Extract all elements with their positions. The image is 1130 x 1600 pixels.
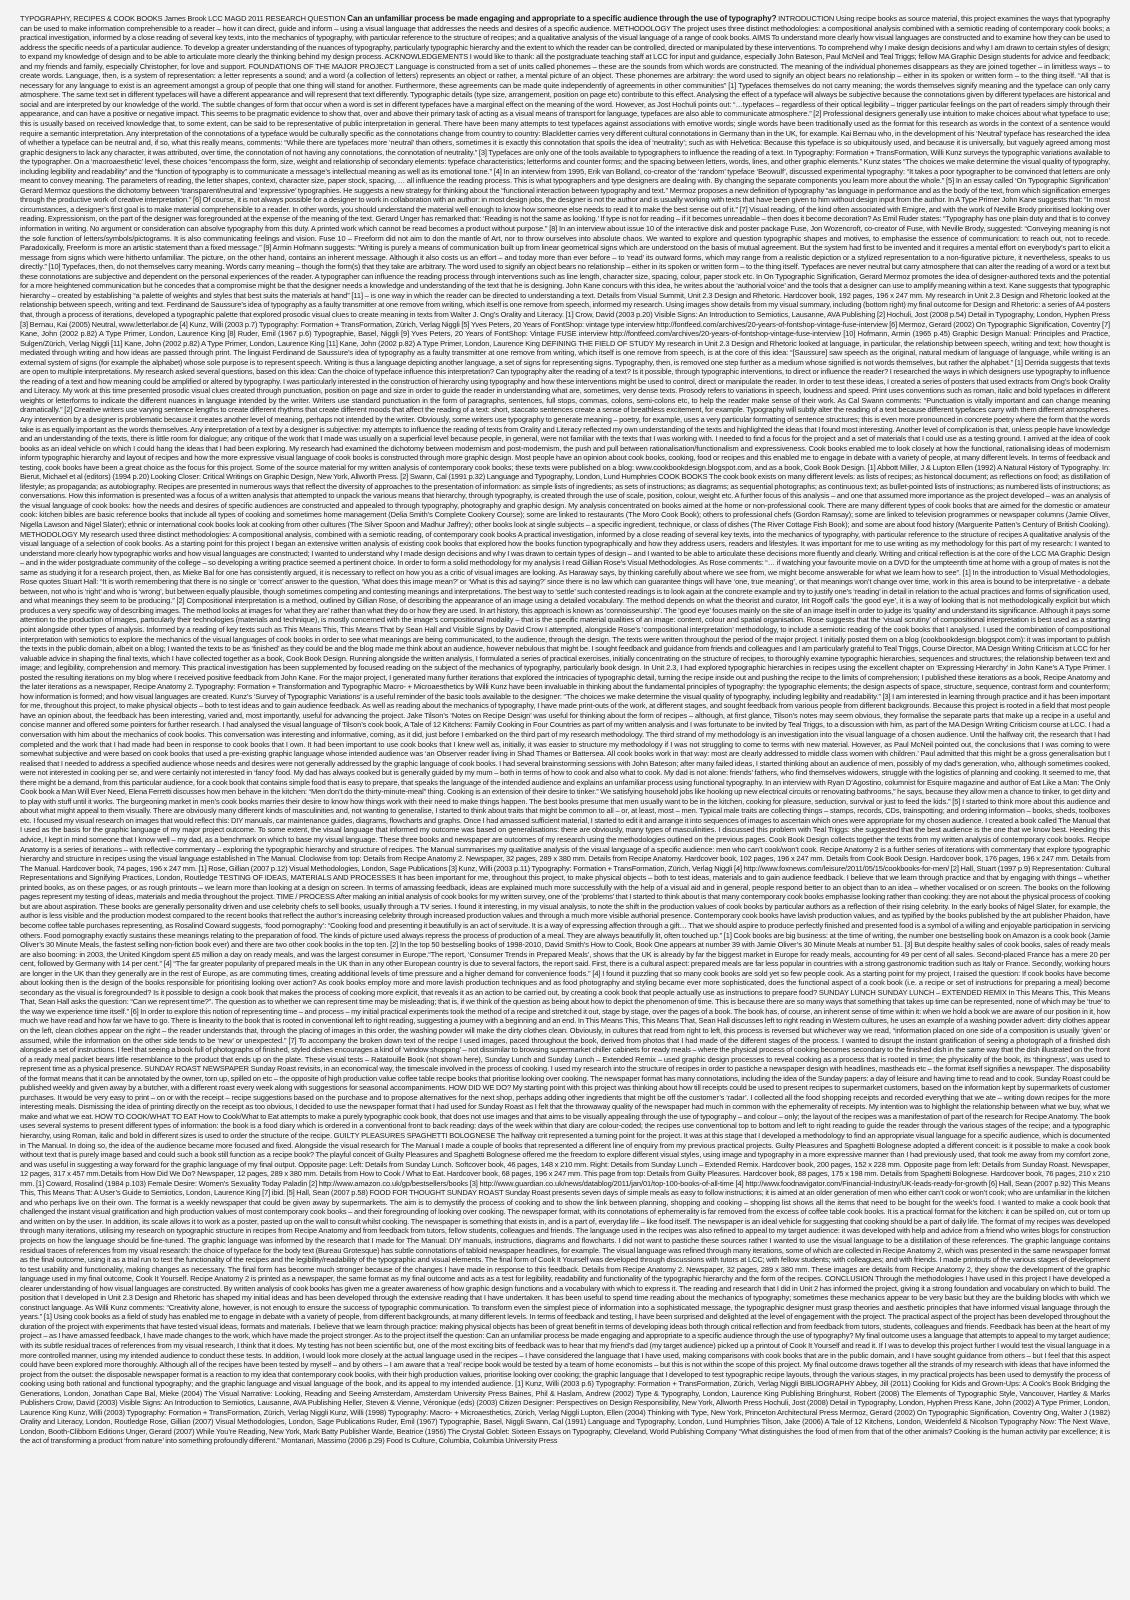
document-author: James Brook bbox=[164, 14, 207, 23]
document-institution: LCC MAGD 2011 bbox=[208, 14, 264, 23]
document-body bbox=[20, 14, 1110, 1446]
research-question: Can an unfamiliar process be made engaging and appropriate to a specific audience through the use of typography? bbox=[347, 14, 777, 23]
document-title: TYPOGRAPHY, RECIPES & COOK BOOKS bbox=[20, 14, 163, 23]
research-question-label: RESEARCH QUESTION bbox=[265, 14, 346, 23]
body-text: INTRODUCTION Using recipe books as source material, this project examines the ways that typography can be used to make information comprehensible to a reader – how it can direct, guide and inform – using a visual language that addresses the needs and desires of a specific audience. METHODOLOGY The project uses three distinct methodologies: a compositional analysis combined with a semiotic reading of contemporary cook books; a practical investigation, informed by a close reading of several key texts, into the mechanics of typography, with particular reference to the structure of recipes; and a qualitative analysis of the visual language of a range of cook books. AIMS To understand more clearly how visual languages are constructed and to examine how they can be used to address the specific needs of a particular audience. To develop a greater understanding of the nuances of typography, particularly typographic hierarchy and the extent to which the reader can be controlled, directed or manipulated by these interventions. To comprehend why I make design decisions and why I am drawn to certain styles of design; to expand my knowledge of design and to be able to articulate more clearly the thinking behind my design process. ACKNOWLEDGEMENTS I would like to thank: all the postgraduate teaching staff at LCC for input and guidance, especially John Bateson, Paul McNeil and Teal Triggs; fellow MA Graphic Design students for advice and feedback; and my friends and family, especially Christopher, for love and support. FOUNDATIONS OF THE MAJOR PROJECT Language is constructed from a set of units called phonemes – these are the sounds from which words are constructed. The meaning of the individual phonemes disappears as they are joined together – in limitless ways – to create words. Language, then, is a system of representation: a letter represents a sound; and a word (a collection of letters) represents an object or rather, a mental picture of an object. These phonemes are arbitrary: the word used to signify an object bears no relationship – either in its spoken or written form – to the thing itself. “All that is necessary for any language to exist is an agreement amongst a group of people that one thing will stand for another. Furthermore, these agreements can be made quite independently of agreements in other communities” [1] Typefaces themselves do not carry meaning; the words themselves signify meaning and the typeface can only carry atmosphere. The same text set in different typefaces will have a different appearance and will represent that text differently. Typographic details (type size, arrangement, position on page etc) contribute to this effect. Analysing the effect of a typeface will always be subjective because the connotations given by different typefaces are historical and social and are interpreted by our knowledge of the world. The subtle changes of form that occur when a word is set in different typefaces have a marginal effect on the meaning of the word. However, as Jost Hochuli points out: “…typefaces – regardless of their optical legibility – trigger particular feelings on the part of readers simply through their appearance, and can have a positive or negative impact. This seems to be pragmatic evidence to show that, over and above their primary task of acting as a visual means of transport for language, typefaces are also able to communicate atmosphere.” [2] Professional designers generally use intuition to make choices about what typeface to use; this is usually based on received knowledge that, to some extent, can be said to be representative of public interpretation in general. There have been many attempts to test typefaces against associations with emotive words; single words have been traditionally used as the format for this research as words in the context of a sentence would require a semantic interpretation. Any interpretation of the connotations of a typeface would be culturally specific as the connotations change from country to country: Blackletter carries very different cultural connotations in Germany than in the UK, for example. Kai Bernau who, in the development of his ‘Neutral’ typeface has researched the idea of whether a typeface can be neutral and, if so, what this really means, comments: “While there are typefaces more ‘neutral’ than others, sometimes it is exactly this connotation that spoils the idea of ‘neutrality’; such as with Helvetica: Because this typeface is so ubiquitously used, and because it is universally, but vaguely agreed among most graphic designers to lack any character, it was attributed, over time, the connotation of not having any connotations, the connotation of neutrality.” [3] Typefaces are only one of the tools available to typographers to influence the reading of a text. In Typography: Formation + TransFormation, Willi Kunz surveys the typographic variations available to the typographer. On a ‘macroaesthetic’ level, these choices “encompass the form, size, weight and relationship of secondary elements: typeface characteristics; letterforms and counter forms; and the spacing between letters, words, lines, and other graphic elements.” Kunz states “The choices we make determine the visual quality of typography, including legibility and readability” and the “function of typography is to communicate a message’s intellectual meaning as well as its emotional tone.” [4] In an interview from 1995, Erik van Bolland, co-creator of the ‘random’ typeface ‘Beowulf’, discussed experimental typography: “It takes a poor typographer to be convinced that letters are only meant to convey meaning. The parameters of reading, the letter shapes, context, character size, paper stock, spacing, … all influence the reading process. This is what typographers and type designers are dealing with. By changing the separate components you learn more about the whole.” [5] In an essay called ‘On Typographic Signification’ Gerard Mermoz questions the dichotomy between ‘transparent/neutral and ‘expressive’ typographies. He suggests a new strategy for thinking about the “functional interaction between typography and text.” Mermoz proposes a new definition of typography “as language in performance and as the body of the text, from which signification emerges through the productive work of creative interpretation.” [6] Of course, it is not always possible for a designer to work in collaboration with an author: in most design jobs, the designer is not the author and is usually working with texts that have been given to him without design input from the author. In A Type Primer John Kane suggests that: “In most circumstances, a designer’s first goal is to make material comprehensible to a reader. In other words, you should understand the material well enough to know how someone else needs to read it to make the best sense out of it.” [7] Visual reading, of the kind often associated with Emigre, and with the work of Neville Brody prioritised looking over reading. Expressionism, on the part of the designer was foregrounded at the expense of the meaning of the text. Gerard Unger has remarked that: ‘Reading is not the same as looking.’ If type is not for reading – if it becomes unreadable – then does it become decoration? As Emil Ruder states: “Typography has one plain duty and that is to convey information in writing. No argument or consideration can absolve typography from this duty. A printed work which cannot be read becomes a product without purpose.” [8] In an interview about issue 10 of the interactive disk and poster package Fuse, Jon Wozencroft, co-creator of Fuse, with Neville Brody, suggested: “Conveying meaning is not the sole function of letters/symbols/pictograms. It is also communicating feelings and vision. Fuse 10 – Freeform did not aim to don the mantle of Art, nor to throw ourselves into absolute chaos. We wanted to explore and question typographic shapes and motives, to emphasise the essence of communication: to reach out, not to recede. Paradoxically, Freeform is more an artistic statement than a fixed message.” [9] Armin Hofmann suggests: “Writing is purely a means of communication built up from linear geometrical signs which are understood on the basis of mutual agreement. But the system had first to be invented and it requires a mental effort on everybody’s part to elicit a message from signs which were hitherto unfamiliar. The picture, on the other hand, contains an inherent message. Although it also costs us an effort – and today more than ever before – to ‘read’ its outward forms, which may range from a realistic depiction or a stylized representation to a non-figurative picture, it nevertheless, speaks to us directly.” [10] Typefaces, then, do not themselves carry meaning. Words carry meaning – though the form(s) that they take are arbitrary. The word used to signify an object bears no relationship – either in its spoken or written form – to the thing itself. Typefaces are never neutral but carry atmosphere that can alter the reading of a word or a text but these connotations are subjective and dependent on the personal experiences of the reader. A typographer can influence the reading process through interventions such as line length, character size, spacing, colour, paper stock etc. In On Typographic Signification, Gerard Mermoz promotes the idea of designer-authored texts and the potential for a more heightened communication but he concedes that a compromise might be that the designer needs a knowledge and understanding of the text that he is designing. John Kane concurs with this idea, he writes about the ‘authorial voice’ and the tools that a designer can use to amplify meaning within a text. Kane suggests that typographic hierarchy – created by establishing “a palette of weights and styles that best suits the materials at hand” [11] – is one way in which the reader can be directed to understanding a text. Details from Visual Summit, Unit 2.3 Design and Rhetoric. Hardcover book, 192 pages, 196 x 247 mm. My research in Unit 2.3 Design and Rhetoric looked at the relationship between speech, writing and text. Ferdinand de Saussure’s idea of typography as a faulty transmitter at one remove from writing, which itself is one remove from speech, informed my research. Using images show details from my visual summary, including (bottom right) my final outcome for Design and Rhetoric: a series of A4 posters that, through a process of iterations, developed a typographic palette that explored prosodic visual clues to create meaning in texts from Walter J. Ong’s Orality and Literacy. [1] Crow, David (2003 p.20) Visible Signs: An Introduction to Semiotics, Lausanne, AVA Publishing [2] Hochuli, Jost (2008 p.54) Detail in Typography, London, Hyphen Press [3] Bernau, Kai (2005) Neutral, www.letterlabor.de [4] Kunz, Willi (2003 p.7) Typography: Formation + TransFormation, Zürich, Verlag Niggli [5] Yves Peters, 20 Years of FontShop: vintage type interview http://fontfeed.com/archives/20-years-of-fontshop-vintage-fuse-interview [6] Mermoz, Gerard (2002) On Typographic Signification, Coventry [7] Kane, John (2002 p.82) A Type Primer, London, Laurence King [8] Ruder, Emil (1967 p.6) Typographie, Basel, Niggli [9] Yves Peters, 20 Years of FontShop: Vintage FUSE interview http://fontfeed.com/archives/20-years-of-fontshop-vintage-fuse-interview [10] Hofmann, Armin (1965 p.45) Graphic Design Manual: Principles and Practice, Sulgen/Zürich, Verlag Niggli [11] Kane, John (2002 p.82) A Type Primer, London, Laurence King [11] Kane, John (2002 p.82) A Type Primer, London, Laurence King DEFINING THE FIELD OF STUDY My research in Unit 2.3 Design and Rhetoric looked at language, in particular, the relationship between speech, writing and text; how thought is mediated through writing and how ideas are passed through print. The linguist Ferdinand de Saussure’s idea of typography as a faulty transmitter at one remove from writing, which itself is one remove from speech, is at the core of this idea: “[Saussure] saw speech as the original, natural medium of language of language, while writing is an external system of signs (for example the alphabet) whose sole purpose is to represent speech. Writing is thus a language depicting another language, a set of signs for representing signs. Typography, then, is removed one step further as a medium whose signified is not words themselves, but rather the alphabet.” [1] Derrida suggests that texts are open to multiple interpretations. My research asked several questions, based on this idea: Can the choice of typeface influence this interpretation? Can typography alter the reading of a text? Is it possible, through typographic interventions, to direct or influence the reader? I researched the ways in which designers use typography to influence the reading of a text and how meaning could be amplified or altered by typography. I was particularly interested in the construction of hierarchy using typography and how these interventions might be used to control, direct or manipulate the reader. In order to test these ideas, I created a series of posters that used extracts from Ong’s book Orality and Literacy. My work at this time presented prosodic visual clues created through punctuation, position on page and size in order to guide the reader in understanding what are, sometimes, very dense texts. Prosody refers to variations in speech, loudness and speed. Print uses conventions such as roman, italic and bold typefaces in different weights or letterforms to indicate the different nuances in language intended by the writer. Writers use standard punctuation in the form of paragraphs, sentences, full stops, commas, colons, semi-colons etc, to help the reader make sense of their work. As Cal Swann comments: “Punctuation is vitally important and can change meaning dramatically.” [2] Creative writers use varying sentence lengths to create different rhythms that create different moods that affect the reading of a text: short, staccato sentences create a sense of breathless excitement, for example. Typography will subtly alter the reading of a text because different typefaces carry with them different atmospheres. Any intervention by a designer is problematic because it creates another level of meaning, perhaps not intended by the writer. Obviously, some writers use typography to generate meaning – poetry, for example, uses a very particular formatting of sentence structures; this is even more pronounced in concrete poetry where the form that the words take is as equally important as the words themselves. Any interpretation of a text by a designer is subjective: my attempts to influence the reading of texts from Orality and Literacy reflected my own understanding of the texts and highlighted the ideas that I found most interesting. Another level of complication is that, unless people have knowledge and an understanding of the texts, there is little room for dialogue; any critique of the work that I made was usually on a superficial level because people, in general, were not familiar with the texts that I was working with. I needed to find a focus for the project and a set of materials that I could use as a testing ground. I arrived at the idea of cook books as an ideal vehicle on which I could hang the ideas that I had been exploring. My research had examined the dichotomy between modernism and post-modernism, the push and pull between rationalisation/functionalism and expressiveness. Cook books enabled me to look closely at how the functional, rationalising ideas of modernism inform typographic hierarchy and layout of recipes and how the more expressive visual language of cook books is constructed through more graphic design. Most people have an opinion about cook books, cooking, food or recipes and this enabled me to engage in debate with a variety of people, at many different levels. In terms of feedback and testing, cook books have been a great choice as the focus for this project. Some of the source material for my written analysis of contemporary cook books; these texts were published on a blog: www.cookbookdesign.blogspot.com, and as a book, Cook Book Design. [1] Abbott Miller, J & Lupton Ellen (1992) A Natural History of Typography. In: Bierut, Michael et al (editors) (1994 p.20) Looking Closer: Critical Writings on Graphic Design, New York, Allworth Press. [2] Swann, Cal (1991 p.32) Language and Typography, London, Lund Humphries COOK BOOKS The cook book exists on many different levels: as lists of recipes; as historical document; as reflections on food; as distillation of lifestyle; as propaganda; as autobiography. Recipes are presented in numerous ways that reflect the diversity of approaches to the presentation of information: as simple lists of ingredients; as sets of instructions; as diagrams; as sequential photographs; as continuous text; as bullet-pointed lists of instructions; as numbered lists of instructions; as conversations. How this information is presented was a focus of a written analysis that attempted to unpack the various means that hierarchy, through typography, is created through the use of scale, position, colour, weight etc. A further focus of this analysis – and one that assumed more importance as the project developed – was an analysis of the visual language of cook books: how the needs and desires of specific audiences are constructed and appealed to through typography, photography and graphic design. My analysis concentrated on books aimed at the home or non-professional cook. There are many different types of cook books that are aimed for the domestic or amateur cook: kitchen bibles are basic reference books that include all types of cooking and sometimes home management (Delia Smith’s Complete Cookery Course); some are linked to restaurants (The Moro Cook Book); others to professional chefs (Gordon Ramsay); some are linked to television programmes or newspaper columns (Jamie Oliver, Nigella Lawson and Nigel Slater); ethnic or international cook books look at cooking from other cultures (The Silver Spoon and Madhur Jaffrey); other books look at single subjects – a specific ingredient, technique, or class of dishes (The River Cottage Fish Book); and some are about food history (Marguerite Patten’s Century of British Cooking). METHODOLOGY My research used three distinct methodologies: A compositional analysis, combined with a semiotic reading, of contemporary cook books A practical investigation, informed by a close reading of several key texts, into the mechanics of typography, with particular reference to the structure of recipes A qualitative analysis of the visual language of a selection of cook books. As a starting point for this project I began an extensive written analysis of existing cook books that explored how the books function typographically and how they address users, readers and lifestyles. It was important for me to use writing as my methodology for this part of my research: I wanted to understand more clearly how typographic works and how visual languages are constructed; I wanted to understand why I made design decisions and why I was drawn to certain types of design – and I wanted to be able to articulate these decisions more fluently and clearly. Writing and critical reflection is at the core of the LCC MA Graphic Design – and in the wider postgraduate community of the college – so developing a writing practice seemed a pertinent choice. In order to form a solid methodology for my analysis I read Gillian Rose’s Visual Methodologies. As Rose comments: “… if watching your favourite movie on a DVD for the umpteenth time at home with a group of mates is not the same as studying it for a research project, then, as Mieke Bal for one has consistently argued, it is necessary to reflect on how you as a critic of visual images are looking. As Haraway says, by thinking carefully about where we see from, we might become answerable for what we learn how to see”. [1] In the introduction to Visual Methodologies, Rose quotes Stuart Hall: “It is worth remembering that there is no single or ‘correct’ answer to the question, ‘What does this image mean?’ or ‘What is this ad saying?’ since there is no law which can guarantee things will have ‘one, true meaning’, or that meanings won’t change over time, work in this area is bound to be interpretative - a debate between, not who is ‘right’ and who is ‘wrong’, but between equally plausible, though sometimes competing and contesting meanings and interpretations. The best way to ‘settle’ such contested readings is to look again at the concrete example and try to justify one’s ‘reading’ in detail in relation to the actual practices and forms of signification used, and what meanings they seem to be producing.” [2] Compositional interpretation is a method, outlined by Gillian Rose, of describing the appearance of an image using a detailed vocabulary. The method depends on what the theorist and curator, Irit Rogoff calls ‘the good eye’, it is a way of looking that is not methodologically explicit but which produces a very specific way of describing images. The method looks at images for ‘what they are’ rather than what they do or how they are used. In art history, this approach is known as ‘connoisseurship’. The ‘good eye’ focuses mainly on the site of an image itself in order to judge its ‘quality’ and understand its significance. Although it pays some attention to the production of images, particularly their technologies (materials and technique), is mostly concerned with the image’s compositional modality – that is the specific material qualities of an image: content, colour and spatial organisation. Rose suggests that the ‘visual scrutiny’ of compositional interpretation is best used as a starting point alongside other types of analysis. Informed by a reading of key texts such as This Means This, This Means That by Sean Hall and Visible Signs by David Crow I attempted, alongside Rose’s ‘compositional interpretation’ methodology, to include a semiotic reading of the cook books that I analysed. I used the combination of compositional interpretation with semiotics to explore the mechanics of the visual languages of cook books in order to see what meanings are being communicated, to the audience, through the design. The texts were written throughout the period of the major project. I initially posted them on a blog (cookbookdesign.blogspot.com): it was important to publish the texts in the public domain, albeit on a blog; I wanted the texts to be as ‘finished’ as they could be and the blog made me think about an audience, however nebulous that might be. I sought feedback and guidance from friends and colleagues and I am particularly grateful to Teal Triggs, Course Director, MA Design Writing Criticism at LCC for her valuable advice in shaping the final texts, which I have collected together as a book, Cook Book Design. Running alongside the written analysis, I formulated a series of practical exercises, initially concentrating on the structure of recipes, to thoroughly examine typographic hierarchies, sequences and structures; the relationship between text and image; and legibility, comprehension and memory. This practical investigation has been supplemented by focused reading on the subject of the mechanics of typography, particularly book design. In Unit 2.3, I had explored typographic hierarchies in recipes using the excellent chapter on ‘Expressing Hierarchy’ in John Kane’s A Type Primer. I posted the resulting iterations on my blog where I received positive feedback from John Kane. For the major project, I generated many further iterations that explored the intricacies of typographic detail, turning the recipe inside out and pushing the recipe to the limits of comprehension; I published these iterations as a book, Recipe Anatomy and the later iterations as a newspaper, Recipe Anatomy 2. Typography: Formation + Transformation and Typographic Macro- + Microaesthetics by Willi Kunz have been invaluable in thinking about the fundamental principles of typography: the typographic elements; the design aspects of space, structure, sequence, contrast form and counterform; how information is formed; and how visual languages are created. Kunz’s ‘Survey of Typographic Variations’ is a useful reminder of the basic tools available to the designer: “The choices we make determine the visual quality of typography, including legibility and readability.” [3] I am interested in learning through practice and it has been important for me, throughout this project, to make physical objects – both to test ideas and to gain audience feedback. As well as reading about the mechanics of typography, I have made print-outs of the work, at different stages, and sought feedback from various people from different backgrounds. Because this project is rooted in a field that most people have an opinion about, the feedback has been interesting, varied and, most importantly, useful for advancing the project. Jake Tilson’s ‘Notes on Recipe Design’ was useful for thinking about the form of recipes – although, at first glance, Tilson’s notes may seem obvious, they formalise the separate parts that make up a recipe in a useful and concise manner and offered some pointers for further research. I had analysed the visual language of Tilson’s cook book, A Tale of 12 Kitchens: Family Cooking in Four Countries as part of my written analysis and I was fortunate to be invited by Teal Triggs, to a discussion with him, as part of the MA Design Writing Criticism course at LCC. I had a conversation with him about the mechanics of cook books. This conversation was interesting and informative, coming, as it did, just before I embarked on the third part of my research methodology. The third strand of my methodology is an investigation into the visual language of a chosen audience. Until the halfway crit, the research that I had completed and the work that I had made had been in response to cook books that I own. It had been important to use cook books that I knew well as, initially, it was easier to structure my methodology if I was not struggling to come to terms with new material. However, as Paul McNeil pointed out, the conclusions that I was coming to were somewhat subjective and were based on cook books that used a pre-existing graphic language whose intended audience was ‘an Observer reader living in Shad Thames or Battersea. All cook books work in that way: most are clearly addressed to middle class women with children.’ Paul admitted that this might be a gross generalisation but I realised that I needed to address a specified audience whose needs and desires were not generally addressed by the graphic language of cook books. I had several brainstorming sessions with John Bateson; after many failed ideas, I started thinking about an audience of men, possibly of my dad’s generation, who, although sometimes cooked, were not interested in cooking per se, and were certainly not interested in ‘fancy’ food. My dad has always cooked but is generally guided by my mum – both in terms of how to cook and also what to cook. My dad is not alone: friends’ fathers, who find themselves widowers, struggle with the logistics of planning and cooking. It seemed to me, that there might be a demand, from this particular audience, for a cook book that contains simple food that is easy to prepare, that speaks the language of the intended audience and explains an unfamiliar process using functional typography. In an interview with Ryan D’Agostino, columnist for Esquire magazine and author of Eat Like a Man: The Only Cook book a Man Will Ever Need, Elena Ferretti discusses how men behave in the kitchen: “Men don’t do the thirty-minute-meal” thing. Cooking is an extension of their desire to tinker.” We satisfying household jobs like hooking up new electrical circuits or renovating bathrooms,” he says, because they allow men a chance to tinker, to get dirty and to play with stuff until it works. The burgeoning market in men’s cook books marries their desire to know how things work with their need to make things happen. The best books presume that men usually want to be in the kitchen, cooking for pleasure, seduction, survival or just to feed the kids.” [5] I started to think more about this audience and about what might appeal to them visually. There are obviously many different kinds of masculinities and, not wanting to generalise, I started to think about traits that might be common to all – or, at least, most – men. Typical male traits are collecting things – stamps, records, CDs, trainspotting; and ordering information – books, sheds, toolboxes etc. I focused my visual research on images that would reflect this: DIY manuals, car maintenance guides, diagrams, flowcharts and graphs. Once I had amassed sufficient material, I started to edit it and arrange it into sequences of images to ascertain which ones were appropriate for my chosen audience. I created a book called The Manual that I used as the basis for the graphic language of my major project outcome. To some extent, the visual language that informed my outcome was based on generalisations: there are obviously, many types of masculinities. I discussed this problem with Teal Triggs: she suggested that the best audience is the one that we know best. Heeding this advice, I kept in mind someone that I know well – my dad, as a benchmark on which to base my visual language. These three books and newspaper are outcomes of my research using the methodologies outlined on the previous pages. Cook Book Design collects together the texts from my written analysis of contemporary cook books. Recipe Anatomy is a series of iterations – with reflective commentary – exploring the typographic hierarchy and structure of recipes. The Manual summarises my qualitative analysis of the visual language of a specific audience: men who can’t cook/won’t cook. Recipe Anatomy 2 is a further series of iterations with commentary that explore typographic hierarchy and structure in recipes using the visual language established in The Manual. Clockwise from top: Details from Recipe Anatomy 2. Newspaper, 32 pages, 289 x 380 mm. Details from Recipe Anatomy. Hardcover book, 102 pages, 196 x 247 mm. Details from Cook Book Design. Hardcover book, 176 pages, 196 x 247 mm. Details from The Manual. Hardcover book, 74 pages, 196 x 247 mm. [1] Rose, Gillian (2007 p.12) Visual Methodologies, London, Sage Publications [3] Kunz, Willi (2003 p.11) Typography: Formation + TransFormation, Zürich, Verlag Niggli [4] http://www.foxnews.com/leisure/2011/05/15/cookbooks-for-men/ [2] Hall, Stuart (1997 p.9) Representation: Cultural Representations and Signifying Practices, London, Routledge TESTING OF IDEAS, MATERIALS AND PROCESSES It has been important for me, throughout this project, to make physical objects – both to test ideas, materials and to gain audience feedback. I believe that we learn through practice and that by engaging with things – whether printed books, as on these pages, or as rough printouts – we learn more than looking at a design on screen. In terms of amassing feedback, ideas are explained much more successfully with the help of a visual aid and in general, people respond better to an object than to an idea – whether vocalised or on screen. The books on the following pages represent my testing of ideas, materials and media throughout the project. TIME / PROCESS After making an initial analysis of cook books for my written survey, one of the ‘problems’ that I started to think about is that many contemporary cook books emphasise looking rather than cooking: they are not about the physical process of cooking but are about aspiration. These books are generally personality driven and use celebrity chefs to sell books, usually through a TV series. I found it interesting, in my visual analysis, to note the shift in the production values of cook books by particular authors as a reflection of their rising celebrity. In the early books of Nigel Slater, for example, the author is less visible and the production modest compared to the recent books that reflect the author’s increasing celebrity through increased production values and through a much more visible authorial presence. Contemporary cook books have lavish production values, and as typified by the books published by the art publisher Phaidon, have become coffee table purchases representing, as Rosalind Coward suggests, ‘food pornography’: “Cooking food and presenting it beautifully is an act of servitude. It is a way of expressing affection through a gift… That we should aspire to produce perfectly finished and presented food is a symbol of a willing and enjoyable participation in servicing others. Food pornography exactly sustains these meanings relating to the preparation of food. The kinds of picture used always repress the process of production of a meal. They are always beautifully lit, often touched up.” [1] Cook books are big business: at the time of writing, the number one bestselling book on Amazon is a cook book (Jamie Oliver’s 30 Minute Meals, the fastest selling non-fiction book ever) and there are two other cook books in the top ten. [2] In the top 50 bestselling books of 1998-2010, David Smith’s How to Cook, Book One appears at number 39 with Jamie Oliver’s 30 Minute Meals at number 51. [3] But despite healthy sales of cook books, sales of ready meals are also booming: in 2003, the United Kingdom spent £5 million a day on ready meals, and was the largest consumer in Europe.“The report, ‘Consumer Trends in Prepared Meals’, shows that the UK is already by far the biggest market in Europe for ready meals, accounting for 49 per cent of all sales. Second-placed France has a mere 20 per cent, followed by Germany with 14 per cent.” [4] “The far greater popularity of prepared meals in the UK than in any other European country is due to several factors, the report said. First, there is a cultural aspect: prepared meals are far less popular in countries with a strong gastronomic tradition such as Italy or France. Secondly, working hours are longer in the UK than they generally are in the rest of Europe, as are commuting times, creating additional levels of time pressure and a higher demand for convenience foods.” [4] I found it puzzling that so many cook books are sold yet so few people cook. As a starting point for my project, I raised the question: If cook books have become about looking then is the design of the books responsible for prioritising looking over action? As cook books employ more and more lavish production techniques and as food photography and styling became ever more sophisticated, does the functional aspect of a cook book (i.e. a recipe or set of instructions for preparing a meal) become secondary as the visual is foregrounded? Is it possible to design a cook book that makes the process of cooking more explicit, that reveals it as an action to be carried out, by creating a cook book that people actually use as instructions to prepare food? SUNDAY LUNCH SUNDAY LUNCH – EXTENDED REMIX In This Means This, This Means That, Sean Hall asks the question: “Can we represent time?”. The question as to whether we can represent time may be misleading; that is, if we think of the question as being about how to depict the phenomenon of time. This is because there are so many ways that something that takes up time can be represented, none of which may be ‘true’ to the way we experience time itself.” [6] In order to explore this notion of representing time – and process – my initial practical experiments took the method of a recipe and stretched it out, stage by stage, over the pages of a book. The book has, of course, an inherent sense of time within it: when we hold a book we are aware of our position in it, how much we have read and how far we have to go. There is linearity to the book that is rooted in conventional left to right reading, suggesting a journey with a beginning and an end. In This Means This, This Means That, Sean Hall discusses left to right reading in Western cultures, he uses an example of a washing powder advert: dirty clothes appear on the left, clean clothes appear on the right – the reader understands that, through the placing of images in this order, the washing powder will make the dirty clothes clean. Obviously, in cultures that read from right to left, this process is reversed but whichever way we read, “information placed on one side of a composition is usually ‘given’ or assumed, while the information on the other side tends to be ‘new’ or unexpected.” [7] To accompany the broken down text of the recipe I used images, paced throughout the book, derived from photos that I had made of the different stages of the process. I wanted to disrupt the instant gratification of seeing a photograph of a finished dish alongside a set of instructions. I feel that seeing a book full of photographs of finished, styled dishes encourages a kind of ‘window shopping’ – not dissimilar to browsing supermarket chiller cabinets for ready meals – where the physical process of cooking becomes secondary to the finished dish in the same way that the dish illustrated on the front of a ready meal packet bears little resemblance to the product that ends up on the plate. These visual tests – Ratatouille Book (not shown here), Sunday Lunch and Sunday Lunch – Extended Remix – used graphic design processes to reveal cooking as a process that is rooted in time; the physicality of the book, its ‘thingness’, was used to represent time as a physical presence. SUNDAY ROAST NEWSPAPER Sunday Roast revisits, in an economical way, the timescale involved in the process of cooking. I used my research into the structure of recipes in order to pastiche a newspaper design with headlines, mastheads etc – the format itself signifies a newspaper. The disposability of the format means that it can be annotated by the owner, torn up, spilled on etc – the opposite of high production value coffee table recipe books that prioritise looking over cooking. The newspaper format has many connotations, including the idea of the Sunday papers: a day of leisure and having time to read and to cook. Sunday Roast could be published weekly and given away by a butcher, with a different roast every week along with suggestions for seasonal accompaniments. HOW DID WE DO? My starting point with this project was thinking about how till receipts could be used to present recipes to supermarket customers, based on the information kept by supermarkets of customer purchases. It would be very easy to print – on or with the receipt – recipe suggestions based on the purchase and to propose alternatives for the next shop, perhaps adding other ingredients that might be off the customer’s ‘radar’. I collected all the food shopping receipts and recorded everything that we ate – writing down recipes for the more interesting meals. Dismissing the idea of printing directly on the receipt as too obvious, I decided to use the newspaper format that I had used for Sunday Roast as I felt that the throwaway quality of the newspaper had much in common with the ephemerality of receipts. My intention was to highlight the relationship between what we buy, what we make and what we eat. HOW TO COOK/WHAT TO EAT How to Cook/What to Eat attempts to make a purely typographic cook book, that does not use images and that aims to be visually appealing through the use of typography – and colour – only; the layout of the recipes was a manifestation of part of the research for Recipe Anatomy. The book uses several systems to present different types of information: the book is a food diary which is ordered in a conventional front to back reading: days of the week within that diary are colour-coded; the recipes use conventional top to bottom and left to right reading to guide the reader through the various stages of the recipe; and a typographic hierarchy, using Roman, italic and bold in different sizes is used to order the structure of the recipe. GUILTY PLEASURES SPAGHETTI BOLOGNESE The halfway crit represented a turning point for the project. It was at this stage that I developed a methodology to find an appropriate visual language for a specific audience, which is documented in The Manual. In doing so, the idea of the audience became more focused and fixed. Alongside the visual research for The Manual I made a couple of books that represented a different line of enquiry from my previous practical projects. Guilty Pleasures and Spaghetti Bolognese adopted a different conceit: is it possible to make a cook book without text that is purely image based and could such a book still function as a recipe book? The playful conceit of Guilty Pleasures and Spaghetti Bolognese offered me the freedom to explore different visual styles, using image and typography in a more expressive manner than I had previously used, that took me away from my comfort zone, and was useful in suggesting a way forward for the graphic language of my final output. Opposite page: Left: Details from Sunday Lunch. Softcover book, 46 pages, 148 x 210 mm. Right: Details from Sunday Lunch – Extended Remix. Hardcover book, 200 pages, 152 x 228 mm. Opposite page from left: Details from Sunday Roast. Newspaper, 12 pages, 317 x 457 mm.Details from How Did We Do? Newspaper, 12 pages, 289 x 380 mm. Details from How to Cook / What to Eat. Hardcover book, 68 pages, 196 x 247 mm. This page from top: Details from Guilty Pleasures. Hardcover book, 88 pages, 175 x 198 mm. Details from Spaghetti Bolognese. Hardcover book, 76 pages, 210 x 210 mm. [1] Coward, Rosalind (1984 p.103) Female Desire: Women’s Sexuality Today Paladin [2] http://www.amazon.co.uk/gp/bestsellers/books [3] http://www.guardian.co.uk/news/datablog/2011/jan/01/top-100-books-of-all-time [4] http://www.foodnavigator.com/Financial-Industry/UK-leads-ready-for-growth [6] Hall, Sean (2007 p.92) This Means This, This Means That: A User’s Guide to Semiotics, London, Laurence King [7] ibid. [5] Hall, Sean (2007 p.58) FOOD FOR THOUGHT SUNDAY ROAST Sunday Roast presents seven days of simple meals as easy to follow instructions; it is aimed at an older generation of men who either can’t cook or won’t cook; who are unfamiliar in the kitchen and who perhaps live on their own. The format is a weekly newspaper that could be given away by supermarkets. The aim is to demystify the process of cooking and to show the link between planning, shopping and cooking – shopping list shows all the items that need to be bought for the week’s food. I wanted to make a cook book that challenged the instant visual gratification and high production values of most contemporary cook books – and their foregrounding of looking over cooking. The newspaper format, with its connotations of ephemerality is far removed from the excess of coffee table cook books. It is a practical format for the kitchen: it can be spilled on, cut or torn up and written on by the user. In addition, its scale allows it to work as a poster, pasted up on the wall to consult whilst cooking. The newspaper is something that exists in, and is a part of, everyday life – like food itself. The newspaper is an ideal vehicle for suggesting that cooking should be a part of daily life. The format of my recipes was developed through many iterations, utilising my research on typographic structure in recipes from Recipe Anatomy and from feedback from tutors, fellow students, colleagues and friends. The language used in the recipes was also refined to appeal to my target audience: it was developed with help and advice from a friend who writes blogs for construction projects on how the language should be fine-tuned. The graphic language was informed by the research that I made for The Manual: DIY manuals, instructions, diagrams and flowcharts. I did not want to pastiche these sources rather I wanted to use the visual language to be a distillation of these references. The graphic language contains residual traces of references from my visual research: the choice of typeface for the body text (Bureau Grotesque) has subtle connotations of tabloid newspaper headlines, for example. The visual language was refined through many iterations, some of which are collected in Recipe Anatomy 2, which was presented in the same newspaper format as the final outcome, using it as a trial run to test the functionality of the recipes and the legibility/readability of the typographic and visual elements. The final form of Cook It Yourself was developed through discussions with tutors at LCC; with fellow students; with colleagues; and with friends. I made printouts of the various stages of development to test usability and functionality, making changes as necessary. The final form has become much stronger because of the changes I have made in response to this feedback. Details from Recipe Anatomy 2. Newspaper, 32 pages, 289 x 380 mm. These images are details from Recipe Anatomy 2, they show the development of the graphic language used in my final outcome, Cook It Yourself. Recipe Anatomy 2 is printed as a newspaper, the same format as my final outcome and acts as a test for legibility, readability and functionality of the typographic hierarchy and the form of the recipes. CONCLUSION Through the methodologies I have used in this project I have developed a clearer understanding of how visual languages are constructed. By written analysis of cook books has given me a greater awareness of how graphic design functions and a vocabulary with which to express it. The reading and research that I did in Unit 2 has informed the project, giving it a strong foundation and vocabulary on which to build. The position that I developed in Unit 2.3 Design and Rhetoric has shaped my initial ideas and has been developed through the extensive reading that I have undertaken. It has been useful to spend time reading about the mechanics of typography; sometimes these mechanics appear to be very basic but they are the building blocks with which we construct language. As Willi Kunz comments: “Creativity alone, however, is not enough to ensure the success of typographic communication. To transform even the simplest piece of information into a sophisticated message, the typographic designer must grasp theories and aesthetic principles that have informed visual language through the years.” [1] Using cook books as a field of study has enabled me to engage in debate with a variety of people, from different backgrounds, at many different levels. In terms of feedback and testing, I have been surprised and delighted at the level of engagement with the project. The practical aspect of the project has been developed throughout the duration of the project with experiments that have tested visual ideas, formats and materials. I believe that we learn through practice: making physical objects has been of great benefit in terms of developing ideas both through critical reflection and from feedback from tutors, students, colleagues and friends. Feedback has been at the heart of my project – as I have amassed feedback, I have made changes to the work, which have made the project stronger. As to the project itself the question: Can an unfamiliar process be made engaging and appropriate to a specific audience through the use of typography? My final outcome uses a language that attempts to appeal to my target audience; with its subtle residual traces of references from my visual research, I think that it does. My testing has not been scientific but, one of the most exciting bits of feedback was to hear that my friend’s dad (my target audience) picked up a printout of Cook It Yourself and read it. If I was to develop this project further I would test the visual language in a more controlled manner, using my intended audience to conduct these tests. In addition, I would look more closely at the actual language used in the recipes – I have considered the language that I have used, making comparisons with cook books that are in the public domain, and I have sought guidance from others – but I feel that this aspect could have been explored more thoroughly. Although all of the recipes have been tested by myself – and by others – I am aware that a ‘real’ recipe book would be tested by a team of home economists – but this is not within the scope of this project. My final outcome draws together all the strands of my research with ideas that have informed the project from the outset: the disposable newspaper format is a reaction to my idea that contemporary cook books, with their high production values, prioritise looking over cooking; the graphic language that I developed to test typographic recipe layouts, through the various stages, in my practical projects has been used to demystify the process of cooking using both rational and functional typography; and the graphic language and visual language of the book, and its appeal to my intended audience. [1] Kunz, Willi (2003 p.6) Typography: Formation + TransFormation, Zürich, Verlag Niggli BIBLIOGRAPHY Abbey, Jill (2011) Cooking for Kids and Grown-Ups: A Cook’s Book Bridging the Generations, London, Jonathan Cape Bal, Mieke (2004) The Visual Narrative: Looking, Reading and Seeing Amsterdam, Amsterdam University Press Baines, Phil & Haslam, Andrew (2002) Type & Typography, London, Laurence King Publishing Bringhurst, Robert (2008) The Elements of Typographic Style, Vancouver, Hartley & Marks Publishers Crow, David (2003) Visible Signs: An Introduction to Semiotics, Lausanne, AVA Publishing Heller, Steven & Vienne, Véronique (eds) (2003) Citizen Designer: Perspectives on Design Responsibility, New York, Allworth Press Hochuli, Jost (2008) Detail in Typography, London, Hyphen Press Kane, John (2002) A Type Primer, London, Laurence King Kunz, Willi (2003) Typography: Formation + TransFormation, Zürich, Verlag Niggli Kunz, Willi (1998) Typography: Macro- + Microaesthetics, Zürich, Verlag Niggli Lupton, Ellen (2004) Thinking with Type, New York, Princeton Architectural Press Mermoz, Gerard (2002) On Typographic Signification, Coventry Ong, Walter J (1982) Orality and Literacy, London, Routledge Rose, Gillian (2007) Visual Methodologies, London, Sage Publications Ruder, Emil (1967) Typographie, Basel, Niggli Swann, Cal (1991) Language and Typography, London, Lund Humphries Tilson, Jake (2006) A Tale of 12 Kitchens, London, Weidenfeld & Nicolson Typography Now: The Next Wave, London, Booth-Clibborn Editions Unger, Gerard (2007) While You’re Reading, New York, Mark Batty Publisher Warde, Beatrice (1956) The Crystal Goblet: Sixteen Essays on Typography, Cleveland, World Publishing Company “What distinguishes the food of men from that of the other animals? Cooking is the human activity par excellence; it is the act of transforming a product ‘from nature’ into something profoundly different.” Montanari, Massimo (2006 p.29) Food Is Culture, Columbia, Columbia University Press bbox=[20, 14, 1111, 1446]
